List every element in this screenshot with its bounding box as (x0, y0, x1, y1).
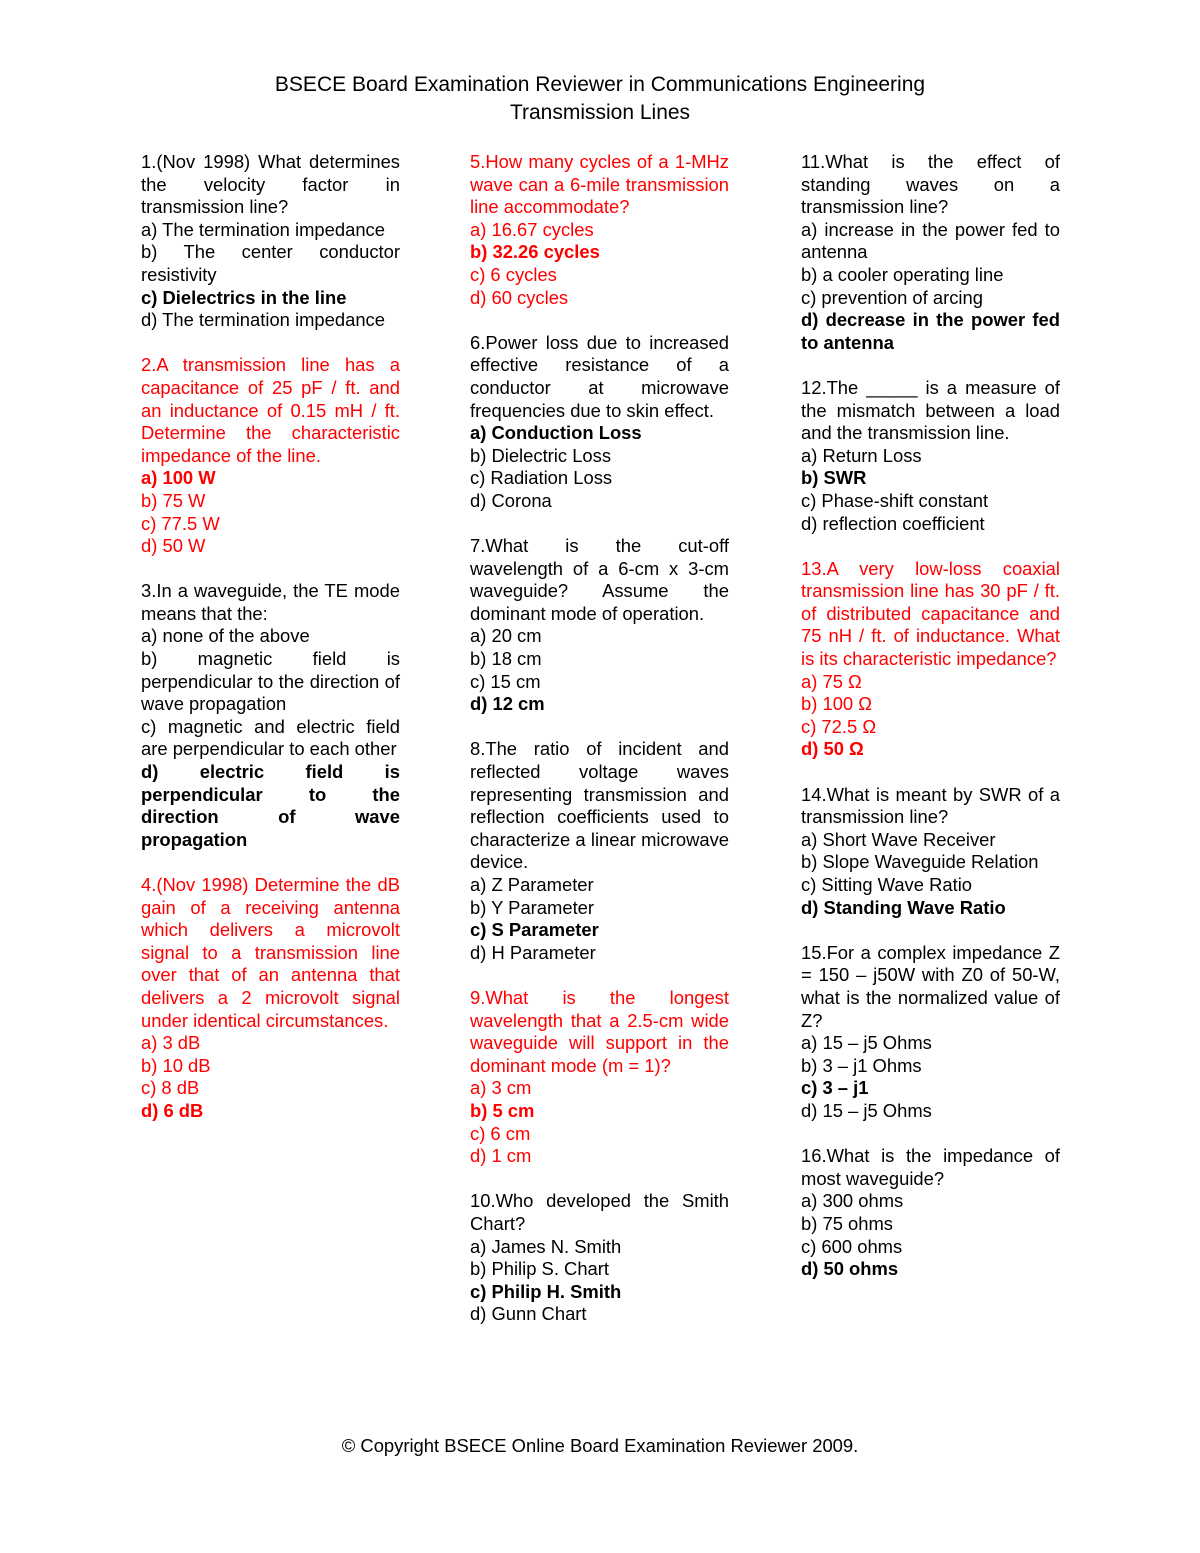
answer-option: c) 600 ohms (801, 1235, 903, 1257)
answer-option: a) 15 – j5 Ohms (801, 1032, 932, 1054)
answer-option: b) 3 – j1 Ohms (801, 1054, 922, 1076)
question-text: 5.How many cycles of a 1-MHz wave can a 6-mile transmission line accommodate? (470, 151, 729, 218)
answer-option: c) Sitting Wave Ratio (801, 874, 973, 895)
question-text: 3.In a waveguide, the TE mode means that the: (141, 580, 400, 624)
copyright-footer: © Copyright BSECE Online Board Examination Reviewer 2009. (341, 1435, 859, 1456)
question-block (141, 354, 400, 557)
answer-option: b) 75 W (141, 489, 206, 511)
question-block (470, 987, 729, 1168)
answer-option: c) Radiation Loss (470, 467, 613, 489)
answer-option-correct: a) 100 W (141, 467, 216, 489)
question-text: 9.What is the longest wavelength that a 2.5-cm wide waveguide will support in the dominant mode (m = 1)? (470, 986, 729, 1076)
answer-option: b) Philip S. Chart (470, 1258, 610, 1280)
question-text: 1.(Nov 1998) What determines the velocity factor in transmission line? (141, 151, 400, 218)
column-1 (141, 151, 400, 1145)
question-block (141, 580, 400, 851)
question-text: 14.What is meant by SWR of a transmission line? (801, 783, 1060, 828)
answer-option: a) 20 cm (470, 625, 542, 647)
answer-option: c) 6 cycles (470, 263, 557, 285)
answer-option: c) 77.5 W (141, 512, 220, 534)
answer-option: c) 15 cm (470, 670, 541, 692)
answer-option-correct: d) Standing Wave Ratio (801, 896, 1006, 918)
answer-option: a) 300 ohms (801, 1190, 904, 1212)
answer-option: c) 72.5 Ω (801, 715, 877, 737)
question-block (141, 874, 400, 1123)
answer-option: a) 3 dB (141, 1032, 201, 1054)
answer-option-correct: c) Philip H. Smith (470, 1280, 622, 1302)
answer-option: a) James N. Smith (470, 1235, 622, 1257)
question-text: 11.What is the effect of standing waves on a transmission line? (801, 151, 1060, 218)
question-text: 2.A transmission line has a capacitance of 25 pF / ft. and an inductance of 0.15 mH / ft. Determine the characteristic impedance of the line. (141, 354, 400, 466)
answer-option: b) Dielectric Loss (470, 444, 612, 466)
answer-option-correct: a) Conduction Loss (470, 422, 642, 444)
answer-option: a) 75 Ω (801, 670, 862, 692)
answer-option: a) Short Wave Receiver (801, 828, 996, 850)
answer-option: a) Return Loss (801, 444, 922, 466)
question-text: 16.What is the impedance of most waveguide? (801, 1145, 1060, 1189)
question-text: 13.A very low-loss coaxial transmission line has 30 pF / ft. of distributed capacitance and 75 nH / ft. of inductance. What is its characteristic impedance? (801, 557, 1060, 670)
answer-option: c) prevention of arcing (801, 286, 983, 308)
answer-option: a) increase in the power fed to antenna (801, 218, 1060, 263)
answer-option-correct: c) S Parameter (470, 919, 599, 941)
column-3 (801, 151, 1060, 1303)
answer-option-correct: d) 12 cm (470, 693, 545, 715)
answer-option: d) 1 cm (470, 1145, 532, 1167)
answer-option-correct: b) 32.26 cycles (470, 241, 600, 263)
answer-option: b) Slope Waveguide Relation (801, 851, 1039, 873)
question-text: 7.What is the cut-off wavelength of a 6-cm x 3-cm waveguide? Assume the dominant mode of operation. (470, 535, 729, 624)
answer-option-correct: b) SWR (801, 467, 867, 489)
question-text: 6.Power loss due to increased effective resistance of a conductor at microwave frequencies due to skin effect. (470, 331, 729, 421)
answer-option: b) The center conductor resistivity (141, 241, 400, 285)
answer-option-correct: d) 50 Ω (801, 738, 864, 760)
answer-option: b) Y Parameter (470, 896, 595, 918)
answer-option-correct: c) Dielectrics in the line (141, 286, 347, 308)
question-text: 4.(Nov 1998) Determine the dB gain of a receiving antenna which delivers a microvolt signal to a transmission line over that of an antenna that delivers a 2 microvolt signal under identical circumstances. (141, 874, 400, 1031)
question-text: 12.The _____ is a measure of the mismatch between a load and the transmission line. (801, 376, 1060, 444)
question-text: 10.Who developed the Smith Chart? (470, 1190, 729, 1234)
answer-option-correct: d) 6 dB (141, 1099, 204, 1121)
answer-option: b) a cooler operating line (801, 263, 1004, 285)
question-block (470, 332, 729, 513)
answer-option: d) Corona (470, 489, 552, 511)
question-block (801, 377, 1060, 535)
question-block (470, 535, 729, 716)
answer-option: c) 8 dB (141, 1077, 200, 1099)
answer-option: b) 100 Ω (801, 693, 873, 715)
question-block (141, 151, 400, 332)
page-subtitle: Transmission Lines (509, 101, 691, 124)
answer-option: d) Gunn Chart (470, 1303, 587, 1325)
answer-option: d) reflection coefficient (801, 512, 985, 534)
answer-option-correct: d) electric field is perpendicular to the direction of wave propagation (141, 761, 400, 850)
answer-option: d) 50 W (141, 535, 206, 557)
question-text: 15.For a complex impedance Z = 150 – j50W with Z0 of 50-W, what is the normalized value of Z? (801, 941, 1060, 1031)
answer-option: d) The termination impedance (141, 309, 385, 331)
answer-option: a) The termination impedance (141, 218, 385, 240)
answer-option: b) 75 ohms (801, 1212, 893, 1234)
answer-option: a) none of the above (141, 625, 310, 647)
question-block (801, 942, 1060, 1123)
question-block (470, 1190, 729, 1326)
question-block (801, 151, 1060, 354)
answer-option: c) magnetic and electric field are perpendicular to each other (141, 715, 400, 760)
answer-option: d) H Parameter (470, 941, 596, 963)
answer-option: b) 18 cm (470, 648, 542, 670)
question-block (470, 738, 729, 964)
question-block (470, 151, 729, 309)
answer-option: c) Phase-shift constant (801, 489, 989, 511)
answer-option: d) 15 – j5 Ohms (801, 1099, 932, 1121)
page-title: BSECE Board Examination Reviewer in Communications Engineering (274, 73, 926, 96)
column-2 (470, 151, 729, 1348)
answer-option: b) 10 dB (141, 1054, 211, 1076)
answer-option-correct: d) 50 ohms (801, 1258, 899, 1280)
question-text: 8.The ratio of incident and reflected voltage waves representing transmission and reflection coefficients used to characterize a linear microwave device. (470, 738, 729, 873)
answer-option: a) 16.67 cycles (470, 218, 594, 240)
question-block (801, 784, 1060, 920)
answer-option-correct: b) 5 cm (470, 1099, 535, 1121)
answer-option: a) 3 cm (470, 1077, 532, 1099)
answer-option-correct: c) 3 – j1 (801, 1077, 869, 1099)
answer-option: b) magnetic field is perpendicular to the direction of wave propagation (141, 648, 400, 715)
answer-option: c) 6 cm (470, 1122, 531, 1144)
answer-option: d) 60 cycles (470, 286, 569, 308)
answer-option: a) Z Parameter (470, 874, 594, 895)
question-block (801, 1145, 1060, 1281)
answer-option-correct: d) decrease in the power fed to antenna (801, 309, 1060, 353)
question-block (801, 558, 1060, 761)
